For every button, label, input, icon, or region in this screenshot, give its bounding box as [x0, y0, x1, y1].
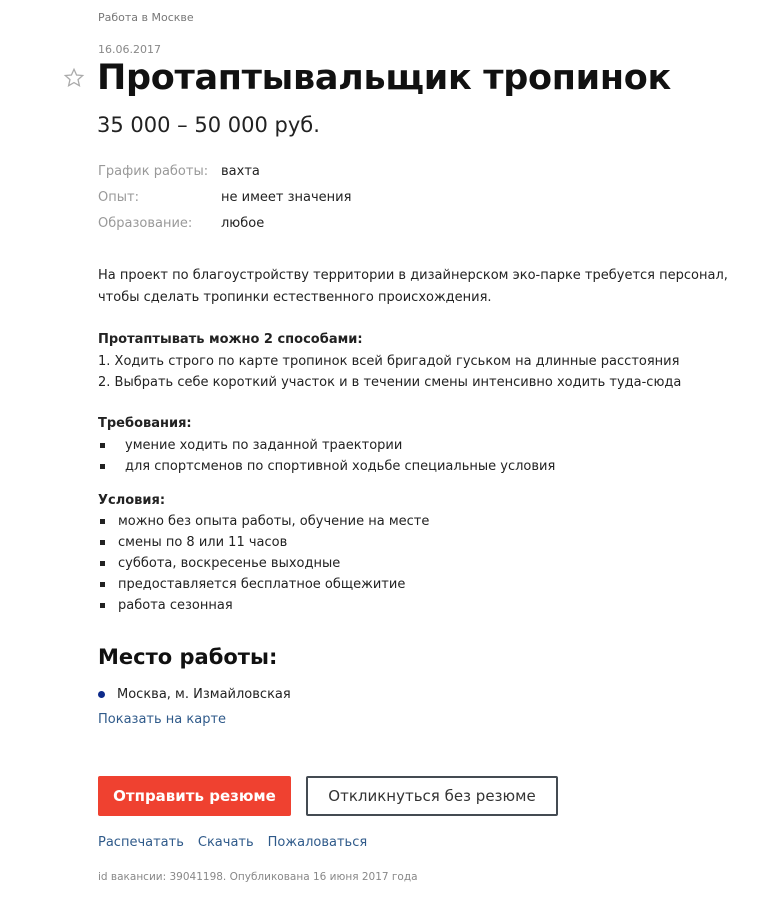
property-value: любое — [221, 216, 265, 231]
condition-item: суббота, воскресенье выходные — [98, 553, 429, 574]
requirements-title: Требования: — [98, 416, 192, 431]
print-link[interactable]: Распечатать — [98, 835, 184, 850]
property-schedule — [98, 164, 351, 190]
method-item: 2. Выбрать себе короткий участок и в течении смены интенсивно ходить туда-сюда — [98, 375, 682, 390]
property-value: не имеет значения — [221, 190, 352, 205]
property-education — [98, 216, 351, 242]
show-on-map-link[interactable]: Показать на карте — [98, 712, 227, 727]
requirement-item: умение ходить по заданной траектории — [98, 435, 555, 457]
description-intro — [98, 265, 728, 308]
publish-date: 16.06.2017 — [98, 43, 161, 56]
download-link[interactable]: Скачать — [197, 835, 254, 850]
action-links — [98, 835, 367, 850]
condition-item: можно без опыта работы, обучение на месте — [98, 511, 429, 532]
address-text: Москва, м. Измайловская — [117, 687, 291, 702]
requirement-item: для спортсменов по спортивной ходьбе специальные условия — [98, 456, 555, 478]
condition-item: смены по 8 или 11 часов — [98, 532, 429, 553]
workplace-title: Место работы: — [98, 645, 278, 669]
salary: 35 000 – 50 000 руб. — [97, 113, 320, 137]
properties — [98, 164, 351, 242]
metro-dot-icon — [98, 691, 105, 698]
method-item: 1. Ходить строго по карте тропинок всей бригадой гуськом на длинные расстояния — [98, 353, 680, 369]
text-line: чтобы сделать тропинки естественного происхождения. — [98, 289, 492, 305]
text-line: На проект по благоустройству территории в дизайнерском эко-парке требуется персонал, — [98, 268, 728, 283]
breadcrumb[interactable]: Работа в Москве — [98, 11, 194, 24]
vacancy-footer: id вакансии: 39041198. Опубликована 16 июня 2017 года — [98, 871, 418, 883]
property-label: График работы: — [98, 164, 209, 179]
send-resume-button[interactable]: Отправить резюме — [98, 776, 291, 816]
property-label: Образование: — [98, 216, 193, 231]
methods-title: Протаптывать можно 2 способами: — [98, 332, 363, 347]
property-value: вахта — [221, 164, 260, 179]
requirements-section — [98, 413, 555, 478]
favorite-star-icon[interactable] — [63, 67, 85, 89]
methods-section — [98, 329, 681, 394]
property-label: Опыт: — [98, 190, 139, 205]
property-experience — [98, 190, 351, 216]
workplace-address — [98, 687, 291, 702]
condition-item: работа сезонная — [98, 595, 429, 616]
page-title: Протаптывальщик тропинок — [97, 58, 671, 98]
report-link[interactable]: Пожаловаться — [267, 835, 368, 850]
condition-item: предоставляется бесплатное общежитие — [98, 574, 429, 595]
conditions-section — [98, 490, 429, 616]
respond-without-resume-button[interactable]: Откликнуться без резюме — [306, 776, 558, 816]
conditions-title: Условия: — [98, 493, 166, 508]
